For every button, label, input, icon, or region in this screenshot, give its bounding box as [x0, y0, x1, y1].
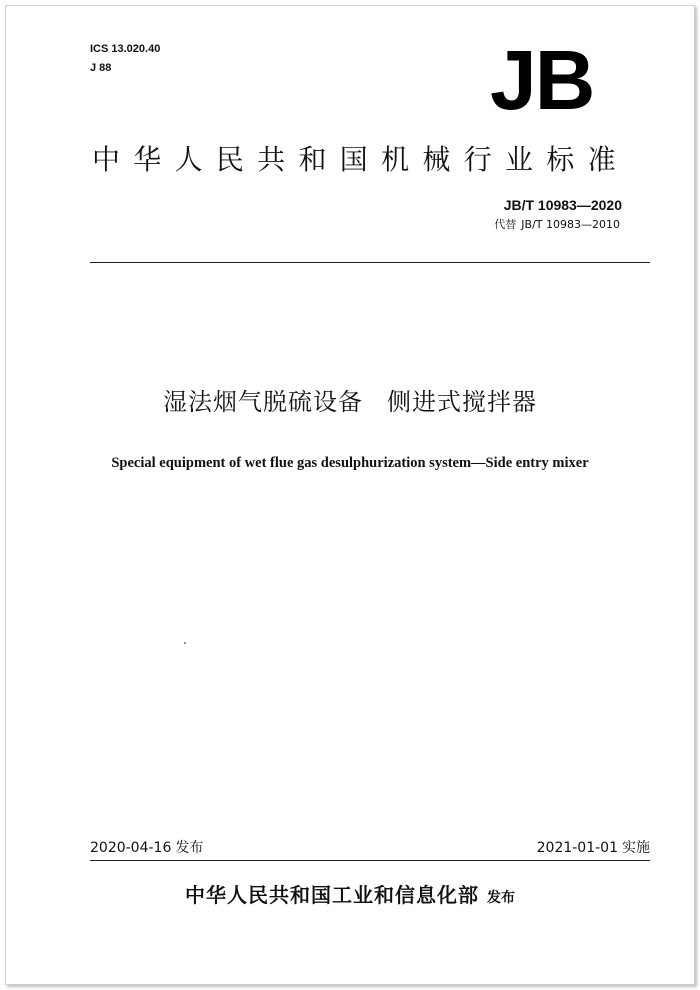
title-chinese-part1: 湿法烟气脱硫设备 — [163, 388, 363, 416]
header-divider — [90, 262, 650, 263]
standard-number: JB/T 10983—2020 — [503, 197, 622, 213]
replaces-number: JB/T 10983—2010 — [521, 218, 620, 231]
publish-date — [90, 839, 203, 857]
issuer-line — [6, 882, 694, 908]
effective-label: 实施 — [622, 840, 650, 856]
effective-date — [537, 839, 650, 857]
publish-date-value: 2020-04-16 — [90, 840, 172, 856]
jb-logo: JB — [490, 33, 594, 127]
classification-code: J 88 — [90, 62, 112, 74]
publish-label: 发布 — [175, 840, 204, 856]
footer-divider — [90, 860, 650, 861]
scan-speck — [184, 642, 186, 644]
document-page — [5, 5, 695, 985]
issuer-verb: 发布 — [487, 890, 515, 906]
title-english: Special equipment of wet flue gas desulphurization system—Side entry mixer — [111, 455, 589, 471]
replaces-line — [494, 218, 620, 232]
standard-type-heading: 中华人民共和国机械行业标准 — [92, 143, 629, 176]
ics-code: ICS 13.020.40 — [90, 43, 161, 55]
title-chinese-part2: 侧进式搅拌器 — [387, 388, 537, 416]
title-chinese — [6, 386, 694, 418]
issuer-name: 中华人民共和国工业和信息化部 — [185, 883, 479, 907]
replaces-label: 代替 — [494, 218, 517, 231]
effective-date-value: 2021-01-01 — [536, 840, 618, 856]
